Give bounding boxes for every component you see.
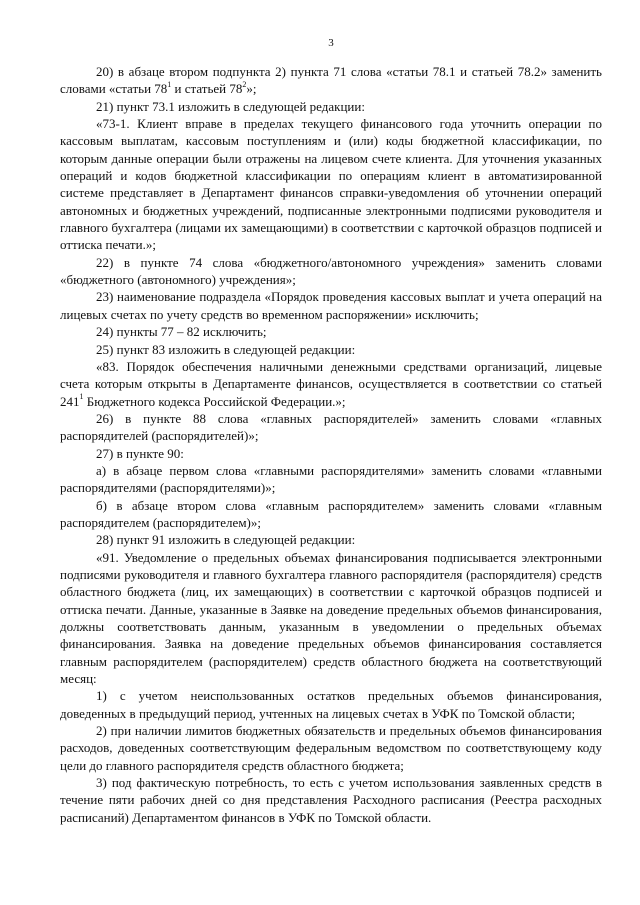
document-body <box>60 63 602 826</box>
paragraph-text: 21) пункт 73.1 изложить в следующей редакции: <box>96 98 365 114</box>
paragraph-text: б) в абзаце втором слова «главным распорядителем» заменить словами «главным распорядителем (распорядителем)»; <box>60 497 602 530</box>
paragraph <box>60 549 602 688</box>
paragraph-text: 26) в пункте 88 слова «главных распорядителей» заменить словами «главных распорядителей (распорядителей)»; <box>60 410 602 444</box>
paragraph-text: 3) под фактическую потребность, то есть с учетом использования заявленных средств в течение пяти рабочих дней со дня представления Расходного расписания (Реестра расходных расписаний) Департаментом финансов в УФК по Томской области. <box>60 775 602 825</box>
superscript: 1 <box>167 80 172 90</box>
paragraph <box>60 341 602 358</box>
paragraph <box>60 98 602 115</box>
paragraph <box>60 63 602 98</box>
paragraph-text: 1) с учетом неиспользованных остатков предельных объемов финансирования, доведенных в предыдущий период, учтенных на лицевых счетах в УФК по Томской области; <box>60 688 602 721</box>
paragraph <box>60 358 602 410</box>
paragraph-text: «73-1. Клиент вправе в пределах текущего финансового года уточнить операции по кассовым выплатам, кассовым поступлениям и (или) коды бюджетной классификации, по которым данные операции были отражены на лицевом счете клиента. Для уточнения указанных операций и кодов бюджетной классификации по операциям клиент в автоматизированной системе представляет в Департамент финансов справки-уведомления об уточнении операций автономных и бюджетных учреждений, подписанные электронными подписями руководителя и главного бухгалтера (лицами их замещающими) в соответствии с карточкой образцов подписей и оттиска печати.»; <box>60 116 602 253</box>
paragraph <box>60 497 602 532</box>
paragraph-text: 22) в пункте 74 слова «бюджетного/автономного учреждения» заменить словами «бюджетного (автономного) учреждения»; <box>60 254 602 288</box>
paragraph <box>60 445 602 462</box>
paragraph <box>60 323 602 340</box>
paragraph-text: «83. Порядок обеспечения наличными денежными средствами организаций, лицевые счета которым открыты в Департаменте финансов, осуществляется в соответствии со статьей 241 <box>60 358 602 409</box>
superscript: 1 <box>79 392 84 402</box>
paragraph <box>60 774 602 826</box>
paragraph-text: а) в абзаце первом слова «главными распорядителями» заменить словами «главными распорядителями (распорядителями)»; <box>60 462 602 496</box>
paragraph-text: 2) при наличии лимитов бюджетных обязательств и предельных объемов финансирования расходов, доведенных соответствующим федеральным ведомством по соответствующему коду цели до главного распорядителя средств областного бюджета; <box>60 723 602 773</box>
paragraph-text: 23) наименование подраздела «Порядок проведения кассовых выплат и учета операций на лицевых счетах по учету средств во временном распоряжении» исключить; <box>60 289 602 322</box>
page-number: 3 <box>328 37 334 49</box>
paragraph-text: 27) в пункте 90: <box>96 445 184 461</box>
paragraph <box>60 462 602 497</box>
paragraph-text: 24) пункты 77 – 82 исключить; <box>96 324 267 340</box>
paragraph-text: 28) пункт 91 изложить в следующей редакции: <box>96 532 356 548</box>
paragraph-text: 20) в абзаце втором подпункта 2) пункта 71 слова «статьи 78.1 и статьей 78.2» заменить словами «статьи 78 <box>60 64 602 97</box>
paragraph-text: 25) пункт 83 изложить в следующей редакции: <box>96 341 356 357</box>
paragraph-text: и статьей 78 <box>171 81 243 97</box>
paragraph <box>60 288 602 323</box>
superscript: 2 <box>242 80 247 90</box>
paragraph <box>60 115 602 254</box>
paragraph <box>60 687 602 722</box>
paragraph-text: »; <box>246 81 257 97</box>
paragraph <box>60 531 602 548</box>
paragraph <box>60 254 602 289</box>
paragraph <box>60 410 602 445</box>
paragraph-text: Бюджетного кодекса Российской Федерации.»; <box>83 393 346 409</box>
paragraph-text: «91. Уведомление о предельных объемах финансирования подписывается электронными подписями руководителя и главного бухгалтера главного распорядителя (распорядителя) средств областного бюджета (лиц, их замещающих) в соответствии с карточкой образцов подписей и оттиска печати. Данные, указанные в Заявке на доведение предельных объемов финансирования, должны соответствовать данным, указанным в уведомлении о предельных объемах финансирования. Заявка на доведение предельных объемов финансирования составляется главным распорядителем (распорядителем) средств областного бюджета на соответствующий месяц: <box>60 549 602 687</box>
paragraph <box>60 722 602 774</box>
